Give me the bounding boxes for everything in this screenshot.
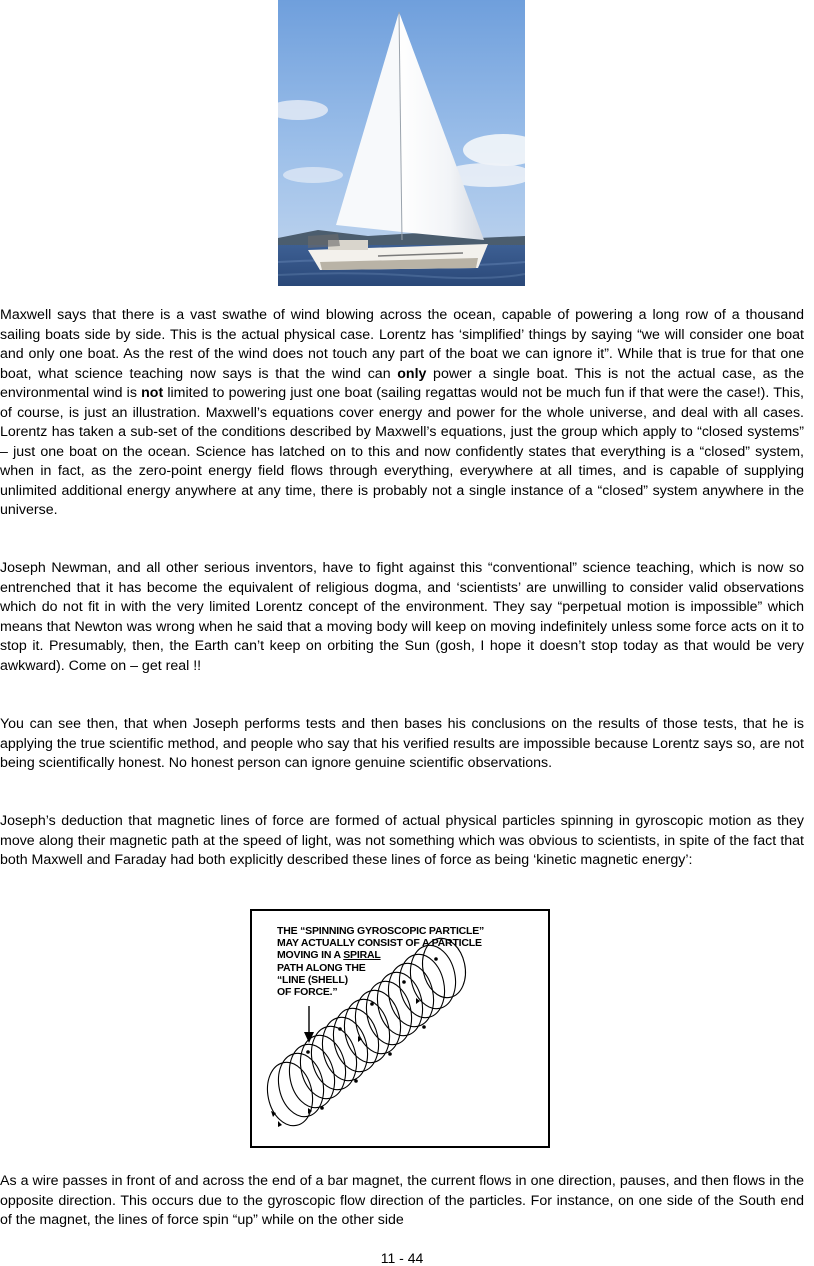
- caption-line: “LINE (SHELL): [277, 973, 348, 986]
- paragraph-newman-inventors: Joseph Newman, and all other serious inventors, have to fight against this “conventional” science teaching, which is now so entrenched that it has become the equivalent of religious dogma, and ‘scientists’ are unwilling to consider valid observations which do not fit in with the very limited Lorentz concept of the environment. They say “perpetual motion is impossible” which means that Newton was wrong when he said that a moving body will keep on moving indefinitely unless some force acts on it to stop it. Presumably, then, the Earth can’t keep on orbiting the Sun (gosh, I hope it doesn’t stop today as that would be very awkward). Come on – get real !!: [0, 560, 804, 674]
- paragraph-text: power a single boat. This is not the actual case, as the environmental wind is: [0, 365, 804, 401]
- page-number: 11 - 44: [380, 1250, 424, 1266]
- caption-line: PATH ALONG THE: [277, 961, 366, 974]
- sailboat-illustration: [278, 0, 525, 286]
- caption-line: OF FORCE.”: [277, 986, 338, 999]
- paragraph-text: limited to powering just one boat (sailing regattas would not be much fun if that were the case!). This, of course, is just an illustration. Maxwell’s equations cover energy and power for the whole universe, and deal with all cases. Lorentz has taken a sub-set of the conditions described by Maxwell’s equations, just the group which apply to “closed systems” – just one boat on the ocean. Science has latched on to this and now confidently states that everything is a “closed” system, when in fact, as the zero-point energy field flows through everything, everywhere at all times, and is capable of supplying unlimited additional energy anywhere at any time, there is probably not a single instance of a “closed” system anywhere in the universe.: [0, 385, 804, 518]
- caption-line: [277, 949, 542, 961]
- bold-emphasis: not: [141, 385, 164, 401]
- caption-line: MAY ACTUALLY CONSIST OF A PARTICLE: [277, 937, 482, 950]
- bold-emphasis: only: [397, 365, 427, 382]
- paragraph-gyroscopic-deduction: Joseph’s deduction that magnetic lines of force are formed of actual physical particles spinning in gyroscopic motion as they move along their magnetic path at the speed of light, was not something which was obvious to scientists, in spite of the fact that both Maxwell and Faraday had both explicitly described these lines of force as being ‘kinetic magnetic energy’:: [0, 813, 804, 868]
- caption-text: MOVING IN A: [277, 949, 344, 962]
- paragraph-text: Maxwell says that there is a vast swathe of wind blowing across the ocean, capable of powering a long row of a thousand sailing boats side by side. This is the actual physical case. Lorentz has ‘simplified’ things by saying “we will consider one boat and only one boat. As the rest of the wind does not touch any part of the boat we can ignore it”. While that is true for that one boat, what science teaching now says is that the wind can: [0, 307, 804, 382]
- sailboat-photo: [278, 0, 525, 286]
- caption-underlined-word: SPIRAL: [343, 949, 381, 962]
- paragraph-wind-analogy: [0, 306, 804, 521]
- paragraph-scientific-method: You can see then, that when Joseph performs tests and then bases his conclusions on the results of those tests, that he is applying the true scientific method, and people who say that his verified results are impossible because Lorentz says so, are not being scientifically honest. No honest person can ignore genuine scientific observations.: [0, 716, 804, 771]
- caption-line: THE “SPINNING GYROSCOPIC PARTICLE”: [277, 925, 485, 937]
- spiral-particle-diagram: [250, 909, 550, 1148]
- paragraph-bar-magnet: As a wire passes in front of and across the end of a bar magnet, the current flows in one direction, pauses, and then flows in the opposite direction. This occurs due to the gyroscopic flow direction of the particles. For instance, on one side of the South end of the magnet, the lines of force spin “up” while on the other side: [0, 1173, 804, 1228]
- diagram-caption: [277, 925, 542, 998]
